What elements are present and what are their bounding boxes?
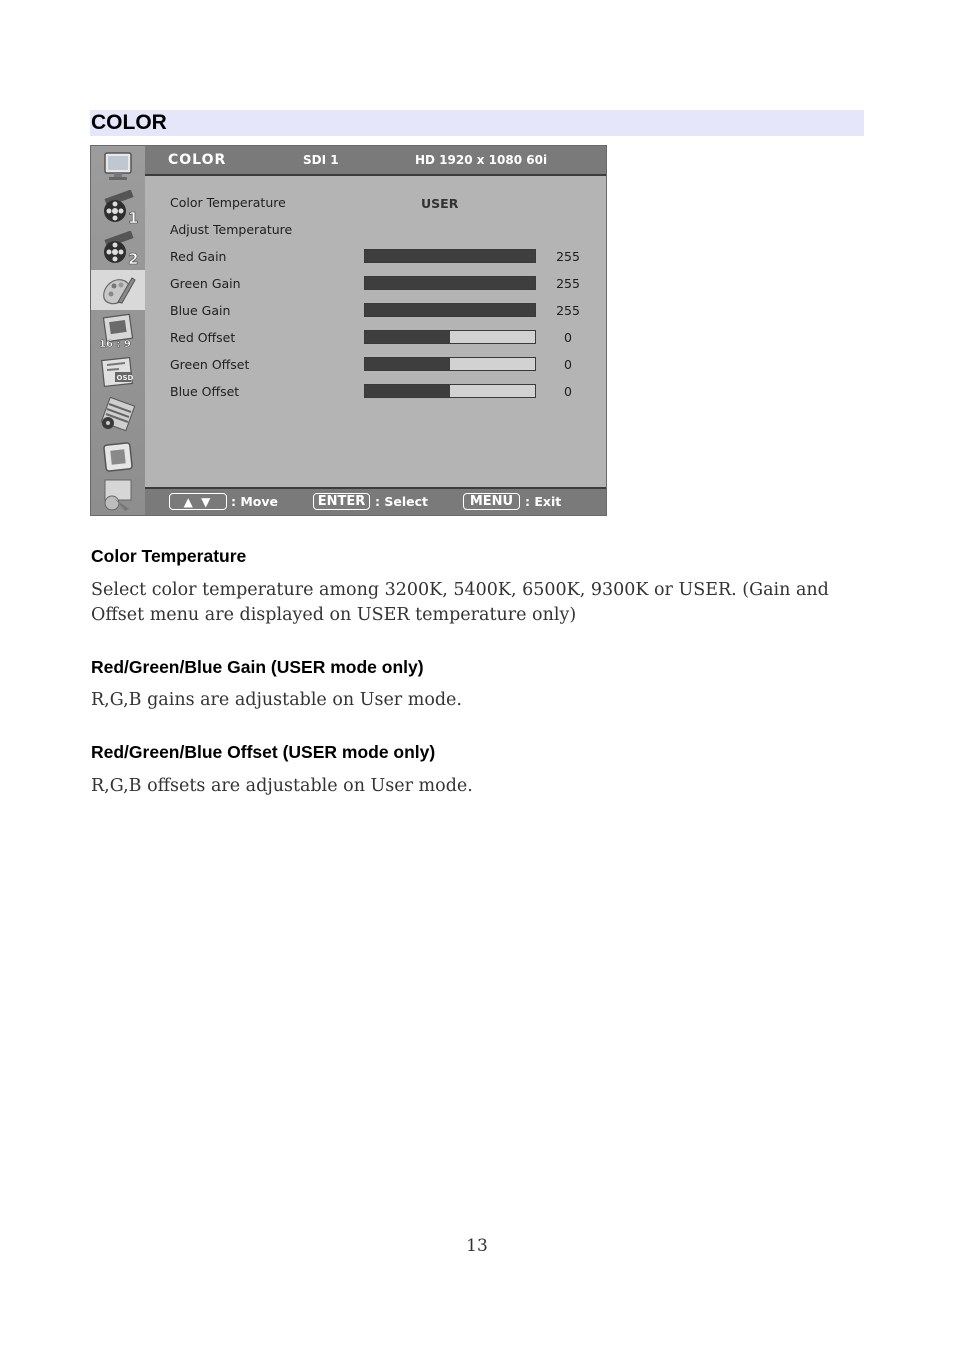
red-offset-slider[interactable] — [364, 330, 536, 344]
blue-gain-label[interactable]: Blue Gain — [170, 303, 231, 318]
red-gain-label[interactable]: Red Gain — [170, 249, 227, 264]
heading-rgb-offset: Red/Green/Blue Offset (USER mode only) — [91, 742, 436, 762]
green-offset-slider[interactable] — [364, 357, 536, 371]
color-temperature-label[interactable]: Color Temperature — [170, 195, 286, 210]
osd-sidebar — [91, 146, 146, 515]
blue-offset-value: 0 — [564, 384, 572, 399]
paragraph-color-temperature: Select color temperature among 3200K, 5400K, 6500K, 9300K or USER. (Gain and Offset menu are displayed on USER temperature only) — [91, 580, 829, 625]
enter-key[interactable]: ENTER — [313, 493, 370, 510]
osd-input-source: SDI 1 — [303, 153, 339, 167]
red-gain-fill — [365, 250, 535, 262]
page-number: 13 — [466, 1236, 488, 1256]
audio-wave-icon[interactable] — [97, 396, 139, 434]
aspect-ratio-icon[interactable] — [97, 312, 139, 350]
palette-brush-icon[interactable] — [91, 270, 145, 310]
osd-header — [145, 146, 606, 176]
aspect-label: 16 : 9 — [99, 339, 131, 349]
red-offset-fill — [365, 331, 450, 343]
blue-offset-slider[interactable] — [364, 384, 536, 398]
system-icon[interactable] — [97, 476, 139, 514]
color-temperature-value[interactable]: USER — [421, 196, 459, 211]
move-label: : Move — [231, 494, 279, 509]
menu-key[interactable]: MENU — [463, 493, 520, 510]
red-offset-label[interactable]: Red Offset — [170, 330, 236, 345]
red-gain-slider[interactable] — [364, 249, 536, 263]
move-key[interactable]: ▲ ▼ — [169, 493, 227, 510]
adjust-temperature-label[interactable]: Adjust Temperature — [170, 222, 293, 237]
chip-icon[interactable] — [97, 438, 139, 476]
paragraph-rgb-gain: R,G,B gains are adjustable on User mode. — [91, 690, 462, 710]
green-gain-value: 255 — [556, 276, 580, 291]
osd-menu-body — [145, 176, 606, 487]
green-gain-label[interactable]: Green Gain — [170, 276, 241, 291]
green-gain-slider[interactable] — [364, 276, 536, 290]
green-offset-label[interactable]: Green Offset — [170, 357, 250, 372]
red-offset-value: 0 — [564, 330, 572, 345]
osd-menu-screenshot — [90, 145, 607, 516]
blue-offset-fill — [365, 385, 450, 397]
heading-color-temperature: Color Temperature — [91, 546, 247, 566]
blue-offset-label[interactable]: Blue Offset — [170, 384, 240, 399]
film-reel-2-icon[interactable] — [97, 230, 139, 268]
blue-gain-fill — [365, 304, 535, 316]
reel-1-label: 1 — [128, 209, 139, 226]
osd-resolution: HD 1920 x 1080 60i — [415, 153, 548, 167]
green-gain-fill — [365, 277, 535, 289]
exit-label: : Exit — [525, 494, 562, 509]
green-offset-value: 0 — [564, 357, 572, 372]
heading-rgb-gain: Red/Green/Blue Gain (USER mode only) — [91, 657, 424, 677]
blue-gain-slider[interactable] — [364, 303, 536, 317]
osd-settings-icon[interactable] — [97, 353, 139, 391]
blue-gain-value: 255 — [556, 303, 580, 318]
section-title: COLOR — [90, 110, 864, 136]
select-label: : Select — [375, 494, 428, 509]
green-offset-fill — [365, 358, 450, 370]
monitor-icon[interactable] — [97, 148, 139, 186]
film-reel-1-icon[interactable] — [97, 189, 139, 227]
paragraph-rgb-offset: R,G,B offsets are adjustable on User mode. — [91, 776, 473, 796]
osd-label: OSD — [116, 374, 134, 382]
red-gain-value: 255 — [556, 249, 580, 264]
osd-footer — [145, 487, 606, 515]
reel-2-label: 2 — [128, 250, 139, 267]
osd-title: COLOR — [168, 152, 227, 168]
